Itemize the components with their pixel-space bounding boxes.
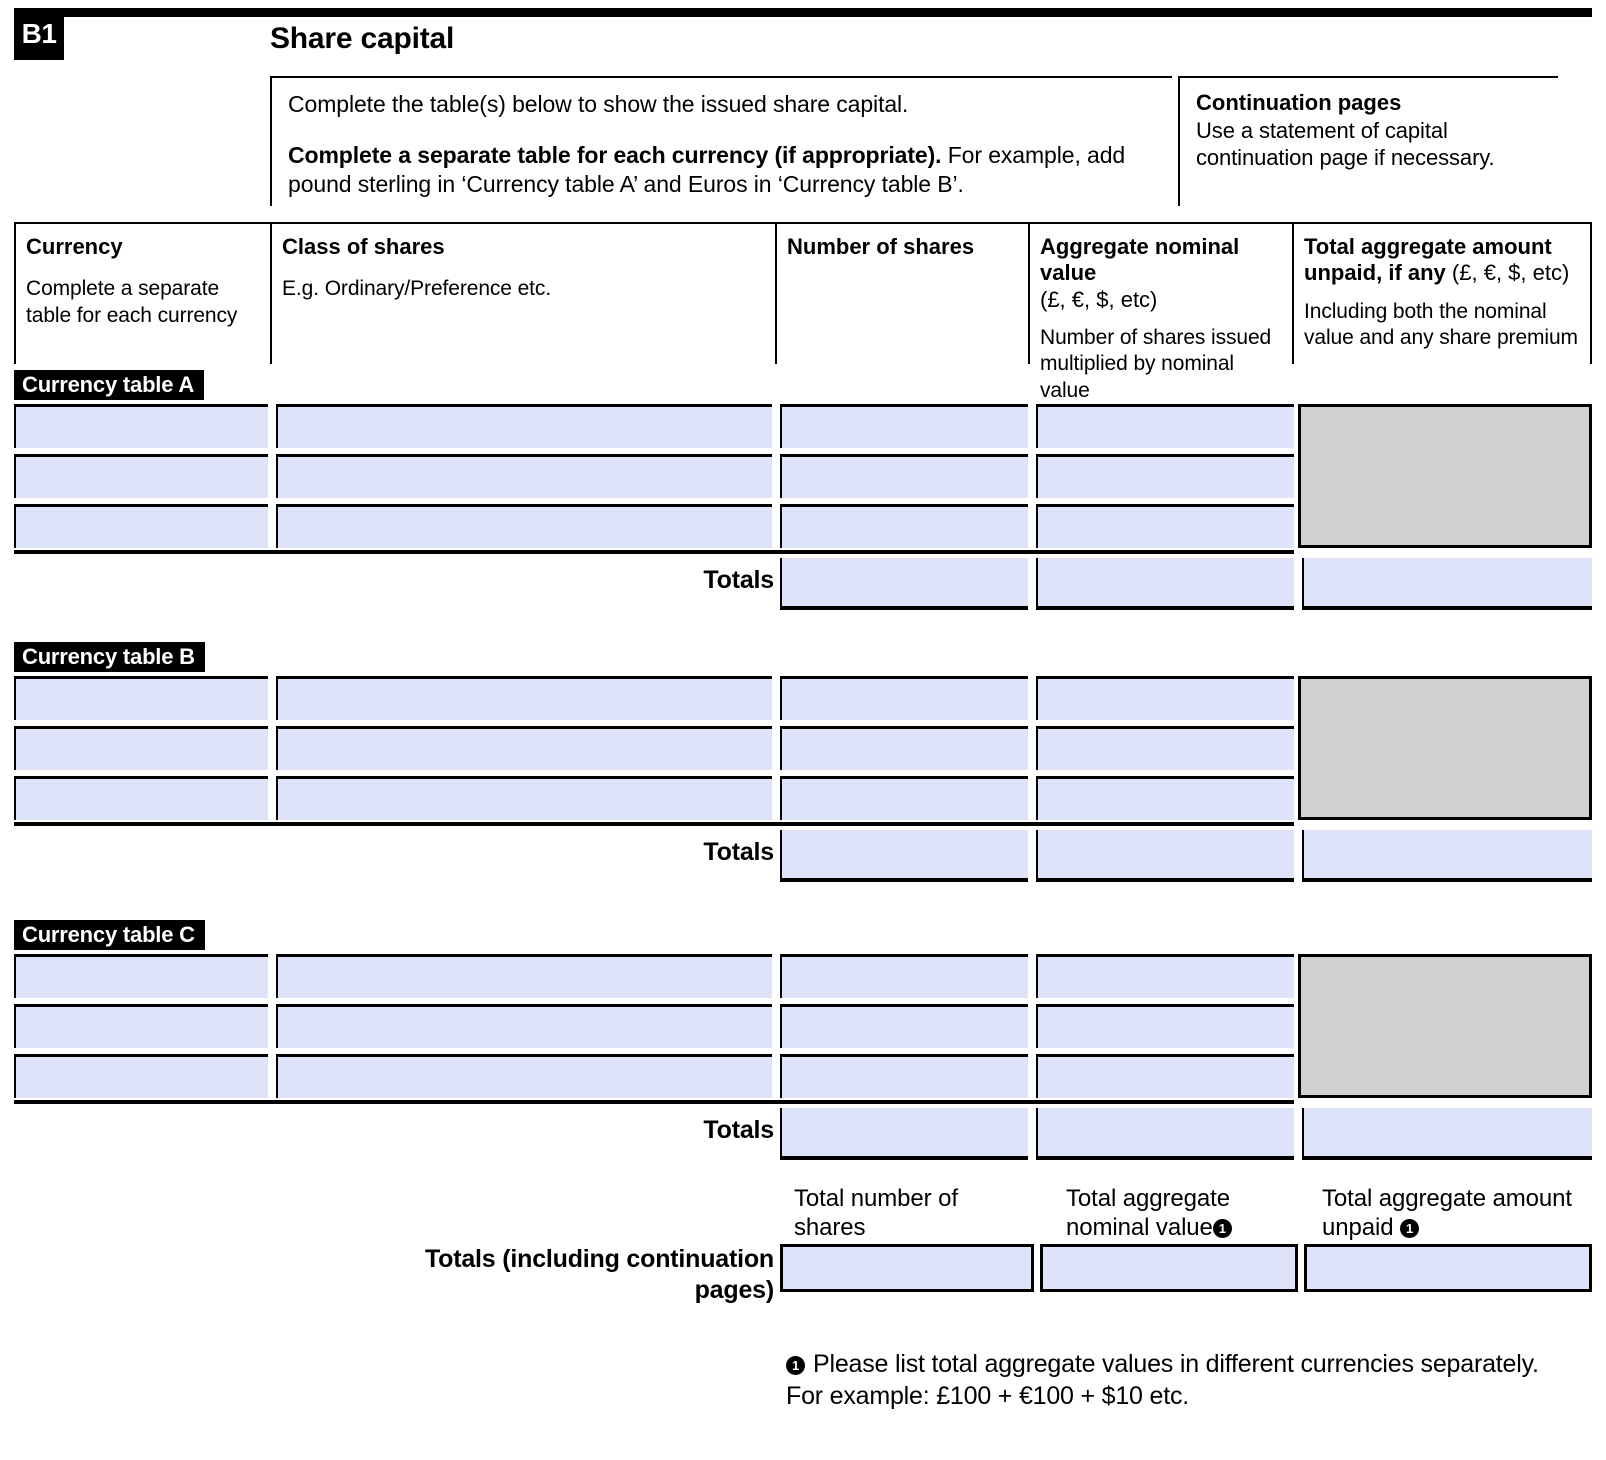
column-header-nominal-title	[1040, 234, 1284, 313]
class-of-shares-input[interactable]	[276, 776, 772, 820]
totals-underline	[1036, 1156, 1294, 1160]
totals-underline	[1302, 606, 1592, 610]
currency-table-a-rows	[14, 400, 1592, 594]
column-header-aggregate-nominal-value	[1028, 224, 1292, 402]
instruction-line-2-bold: Complete a separate table for each currency (if appropriate).	[288, 142, 942, 169]
class-of-shares-input[interactable]	[276, 676, 772, 720]
currency-input[interactable]	[14, 954, 268, 998]
class-of-shares-input[interactable]	[276, 1054, 772, 1098]
column-header-currency-sub: Complete a separate table for each currency	[26, 277, 238, 327]
grand-totals-row-label: Totals (including continuation pages)	[424, 1245, 774, 1304]
column-header-currency	[14, 224, 270, 364]
totals-amount-unpaid-input[interactable]	[1302, 558, 1592, 606]
continuation-pages-text: Use a statement of capital continuation page if necessary.	[1196, 117, 1495, 171]
footnote-marker-icon: 1	[1400, 1219, 1419, 1238]
totals-underline	[780, 878, 1028, 882]
number-of-shares-input[interactable]	[780, 676, 1028, 720]
section-code-badge: B1	[14, 8, 64, 60]
grand-total-shares-label: Total number of shares	[794, 1185, 958, 1242]
grand-total-unpaid-label-text: Total aggregate amount unpaid	[1322, 1185, 1572, 1242]
totals-underline	[780, 606, 1028, 610]
aggregate-nominal-value-input[interactable]	[1036, 404, 1294, 448]
totals-nominal-value-input[interactable]	[1036, 830, 1294, 878]
instruction-line-1: Complete the table(s) below to show the issued share capital.	[288, 91, 909, 117]
class-of-shares-input[interactable]	[276, 1004, 772, 1048]
totals-amount-unpaid-input[interactable]	[1302, 1108, 1592, 1156]
number-of-shares-input[interactable]	[780, 404, 1028, 448]
currency-input[interactable]	[14, 1054, 268, 1098]
totals-label: Totals	[703, 838, 774, 866]
currency-table-c-label: Currency table C	[14, 920, 205, 950]
currency-input[interactable]	[14, 1004, 268, 1048]
column-header-class-title: Class of shares	[282, 234, 445, 259]
continuation-pages-title: Continuation pages	[1196, 90, 1402, 115]
column-header-currency-title: Currency	[26, 234, 123, 259]
number-of-shares-input[interactable]	[780, 954, 1028, 998]
class-of-shares-input[interactable]	[276, 404, 772, 448]
footnote-line-2: For example: £100 + €100 + $10 etc.	[786, 1382, 1189, 1410]
column-header-nominal-title-text: Aggregate nominal value	[1040, 234, 1240, 286]
grand-total-unpaid-label	[1322, 1184, 1602, 1243]
aggregate-nominal-value-input[interactable]	[1036, 504, 1294, 548]
column-header-nominal-note: (£, €, $, etc)	[1040, 286, 1158, 312]
aggregate-nominal-value-input[interactable]	[1036, 1004, 1294, 1048]
totals-number-of-shares-input[interactable]	[780, 830, 1028, 878]
currency-table-a-label: Currency table A	[14, 370, 204, 400]
column-header-class-of-shares	[270, 224, 775, 364]
amount-unpaid-disabled-block	[1298, 954, 1592, 1098]
number-of-shares-input[interactable]	[780, 504, 1028, 548]
column-header-unpaid-title	[1304, 234, 1582, 287]
totals-underline	[1302, 878, 1592, 882]
currency-input[interactable]	[14, 676, 268, 720]
totals-amount-unpaid-input[interactable]	[1302, 830, 1592, 878]
column-header-total-amount-unpaid	[1292, 224, 1592, 364]
number-of-shares-input[interactable]	[780, 726, 1028, 770]
aggregate-nominal-value-input[interactable]	[1036, 954, 1294, 998]
grand-total-nominal-input[interactable]	[1040, 1244, 1298, 1292]
number-of-shares-input[interactable]	[780, 1054, 1028, 1098]
currency-input[interactable]	[14, 776, 268, 820]
currency-table-c-rows	[14, 950, 1592, 1144]
column-header-nominal-sub: Number of shares issued multiplied by nominal value	[1040, 326, 1272, 402]
totals-number-of-shares-input[interactable]	[780, 1108, 1028, 1156]
totals-nominal-value-input[interactable]	[1036, 1108, 1294, 1156]
amount-unpaid-disabled-block	[1298, 676, 1592, 820]
footnote-line-1: Please list total aggregate values in different currencies separately.	[813, 1350, 1539, 1378]
aggregate-nominal-value-input[interactable]	[1036, 676, 1294, 720]
currency-table-b-rows	[14, 672, 1592, 866]
totals-label: Totals	[703, 1116, 774, 1144]
number-of-shares-input[interactable]	[780, 1004, 1028, 1048]
number-of-shares-input[interactable]	[780, 454, 1028, 498]
totals-label: Totals	[703, 566, 774, 594]
footnote-marker-icon: 1	[786, 1356, 805, 1375]
totals-underline	[1036, 606, 1294, 610]
class-of-shares-input[interactable]	[276, 726, 772, 770]
grand-total-unpaid-input[interactable]	[1304, 1244, 1592, 1292]
column-header-unpaid-sub: Including both the nominal value and any share premium	[1304, 299, 1578, 350]
amount-unpaid-disabled-block	[1298, 404, 1592, 548]
class-of-shares-input[interactable]	[276, 454, 772, 498]
grand-total-nominal-label-text: Total aggregate nominal value	[1066, 1185, 1230, 1242]
instruction-line-2-rest: For example, add pound sterling in ‘Currency table A’ and Euros in ‘Currency table B’.	[288, 142, 1126, 198]
top-rule	[14, 8, 1592, 17]
totals-number-of-shares-input[interactable]	[780, 558, 1028, 606]
aggregate-nominal-value-input[interactable]	[1036, 454, 1294, 498]
currency-table-b-totals-row	[14, 826, 1592, 884]
instructions-box	[270, 76, 1172, 206]
totals-underline	[780, 1156, 1028, 1160]
currency-input[interactable]	[14, 404, 268, 448]
aggregate-nominal-value-input[interactable]	[1036, 1054, 1294, 1098]
instruction-line-2	[288, 141, 1172, 199]
continuation-pages-box	[1178, 76, 1558, 206]
footnote-marker-icon: 1	[1213, 1219, 1232, 1238]
totals-underline	[1036, 878, 1294, 882]
currency-table-c-totals-row	[14, 1104, 1592, 1162]
footnote	[786, 1348, 1596, 1412]
column-header-unpaid-note: (£, €, $, etc)	[1451, 260, 1570, 286]
aggregate-nominal-value-input[interactable]	[1036, 776, 1294, 820]
column-header-number-title: Number of shares	[787, 234, 975, 259]
totals-nominal-value-input[interactable]	[1036, 558, 1294, 606]
currency-input[interactable]	[14, 504, 268, 548]
column-header-number-of-shares	[775, 224, 1028, 364]
grand-total-shares-input[interactable]	[780, 1244, 1034, 1292]
page-title: Share capital	[270, 22, 455, 55]
currency-table-a-totals-row	[14, 554, 1592, 612]
column-header-class-sub: E.g. Ordinary/Preference etc.	[282, 277, 552, 301]
currency-input[interactable]	[14, 454, 268, 498]
class-of-shares-input[interactable]	[276, 504, 772, 548]
grand-total-nominal-label	[1066, 1184, 1316, 1243]
currency-input[interactable]	[14, 726, 268, 770]
number-of-shares-input[interactable]	[780, 776, 1028, 820]
column-header-unpaid-title-text: Total aggregate amount unpaid, if any	[1304, 234, 1552, 286]
aggregate-nominal-value-input[interactable]	[1036, 726, 1294, 770]
currency-table-b-label: Currency table B	[14, 642, 205, 672]
totals-underline	[1302, 1156, 1592, 1160]
class-of-shares-input[interactable]	[276, 954, 772, 998]
